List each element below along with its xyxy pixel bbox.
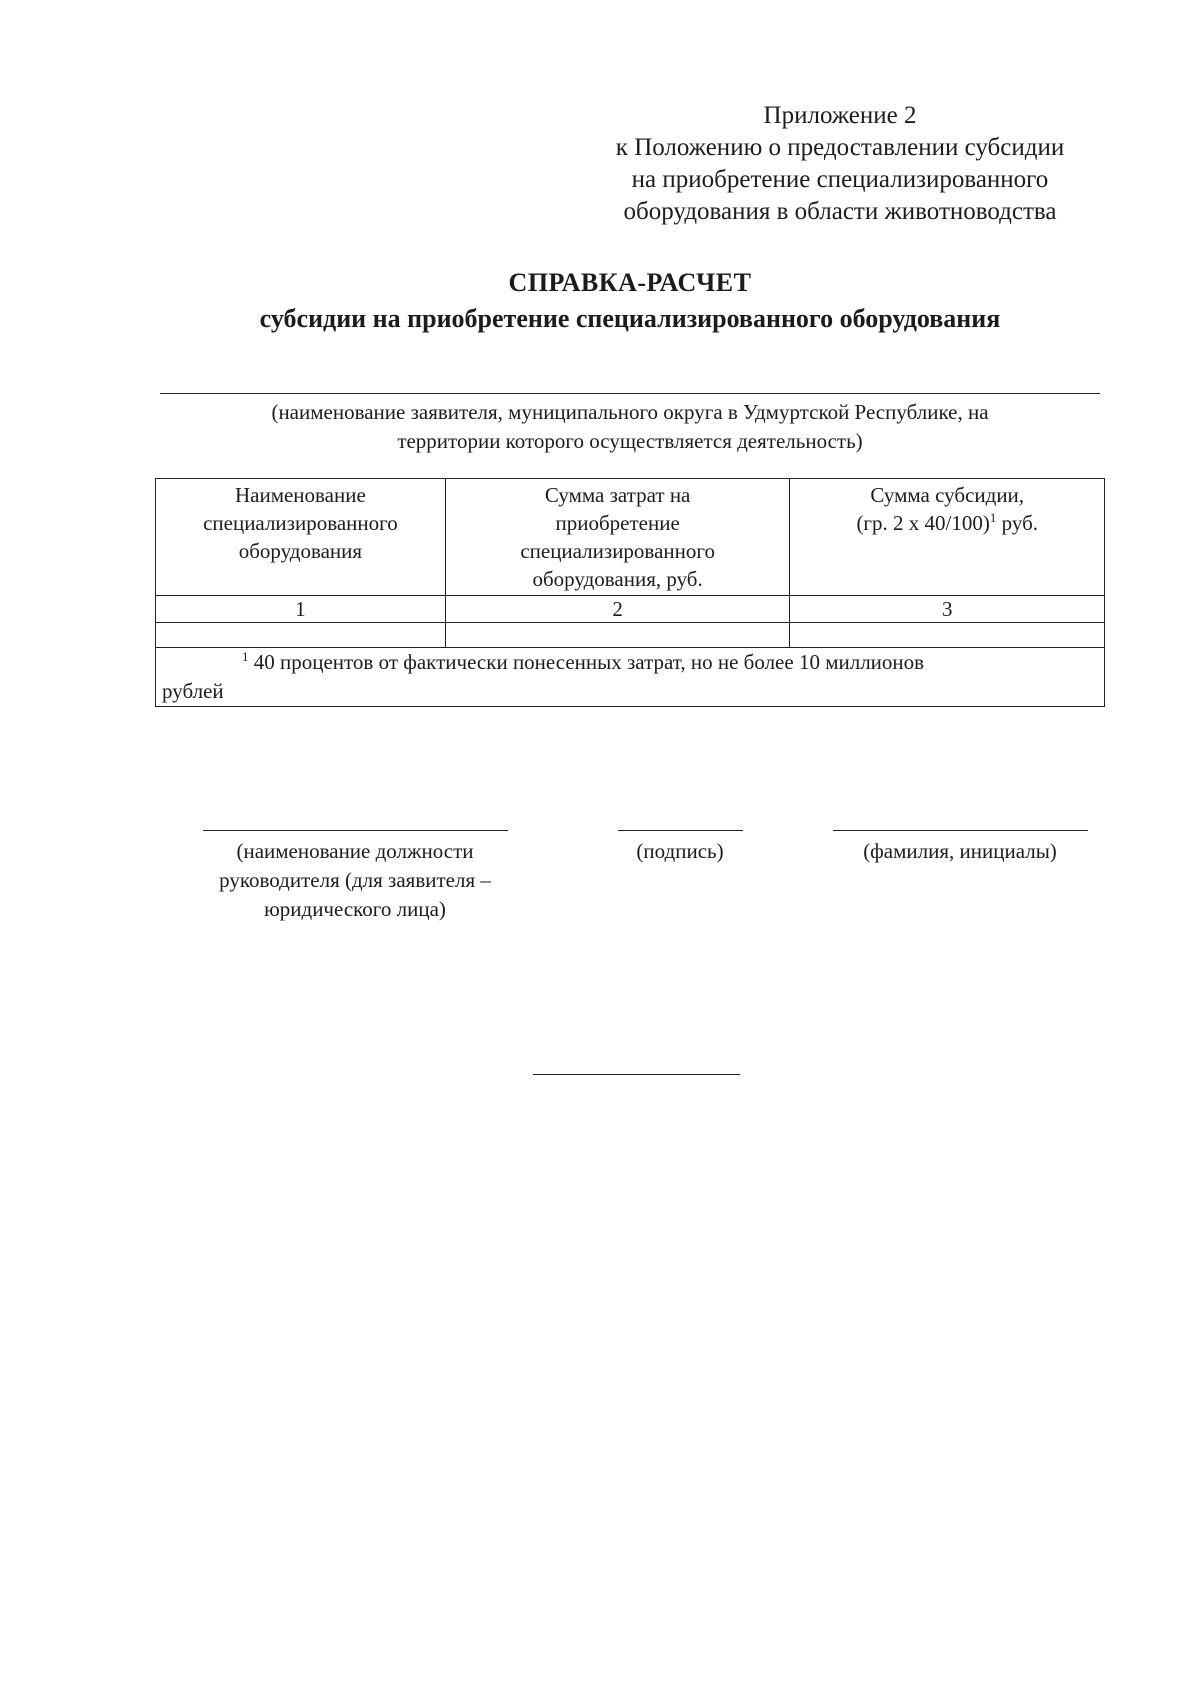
column-number: 2 xyxy=(445,596,790,623)
date-field-line[interactable] xyxy=(533,1074,740,1075)
applicant-caption-line-2: территории которого осуществляется деятельность) xyxy=(397,429,863,453)
header-cell-equipment xyxy=(156,479,446,596)
table-cell-subsidy[interactable] xyxy=(790,623,1105,648)
header-text: Наименование xyxy=(234,483,366,507)
header-unit: руб. xyxy=(1001,511,1039,535)
header-formula: (гр. 2 х 40/100) xyxy=(856,511,990,535)
applicant-caption xyxy=(160,398,1100,456)
footnote-ref: 1 xyxy=(989,510,997,525)
signature-field-line[interactable] xyxy=(618,830,743,831)
footnote-mark: 1 xyxy=(242,649,249,664)
document-subtitle: субсидии на приобретение специализированного оборудования xyxy=(259,304,1001,333)
column-number-row xyxy=(156,596,1105,623)
applicant-field-line[interactable] xyxy=(160,393,1100,394)
column-number: 3 xyxy=(790,596,1105,623)
header-text: специализированного xyxy=(203,511,398,535)
annex-line-2: на приобретение специализированного xyxy=(631,166,1049,193)
signature-caption: (подпись) xyxy=(636,839,724,863)
annex-line-1: к Положению о предоставлении субсидии xyxy=(615,134,1065,161)
applicant-caption-line-1: (наименование заявителя, муниципального округа в Удмуртской Республике, на xyxy=(271,400,989,424)
footnote-row xyxy=(156,648,1105,707)
header-text: оборудования xyxy=(238,539,363,563)
header-text: Сумма субсидии, xyxy=(870,483,1025,507)
footnote-line-1 xyxy=(162,648,1098,677)
footnote-text: 40 процентов от фактически понесенных затрат, но не более 10 миллионов xyxy=(253,650,925,674)
signature-position-block xyxy=(185,830,525,924)
header-text: приобретение xyxy=(555,511,680,535)
footnote-line-2: рублей xyxy=(162,679,224,703)
table-cell-costs[interactable] xyxy=(445,623,790,648)
signature-sign-block xyxy=(600,830,760,866)
header-text xyxy=(796,509,1098,537)
document-title: СПРАВКА-РАСЧЕТ xyxy=(508,268,752,297)
header-cell-costs xyxy=(445,479,790,596)
header-text: Сумма затрат на xyxy=(544,483,691,507)
table-header-row xyxy=(156,479,1105,596)
column-number: 1 xyxy=(156,596,446,623)
position-caption-line-3: юридического лица) xyxy=(264,897,446,921)
annex-title: Приложение 2 xyxy=(763,102,917,129)
header-text: оборудования, руб. xyxy=(532,567,703,591)
position-caption-line-2: руководителя (для заявителя – xyxy=(219,868,491,892)
header-text: специализированного xyxy=(520,539,715,563)
header-cell-subsidy xyxy=(790,479,1105,596)
signature-name-block xyxy=(830,830,1090,866)
table-row xyxy=(156,623,1105,648)
annex-block xyxy=(560,100,1120,228)
calculation-table xyxy=(155,478,1105,707)
table-cell-equipment[interactable] xyxy=(156,623,446,648)
position-caption-line-1: (наименование должности xyxy=(236,839,474,863)
name-field-line[interactable] xyxy=(833,830,1088,831)
name-caption: (фамилия, инициалы) xyxy=(863,839,1057,863)
position-field-line[interactable] xyxy=(203,830,508,831)
footnote-cell xyxy=(156,648,1105,707)
annex-line-3: оборудования в области животноводства xyxy=(623,198,1057,225)
